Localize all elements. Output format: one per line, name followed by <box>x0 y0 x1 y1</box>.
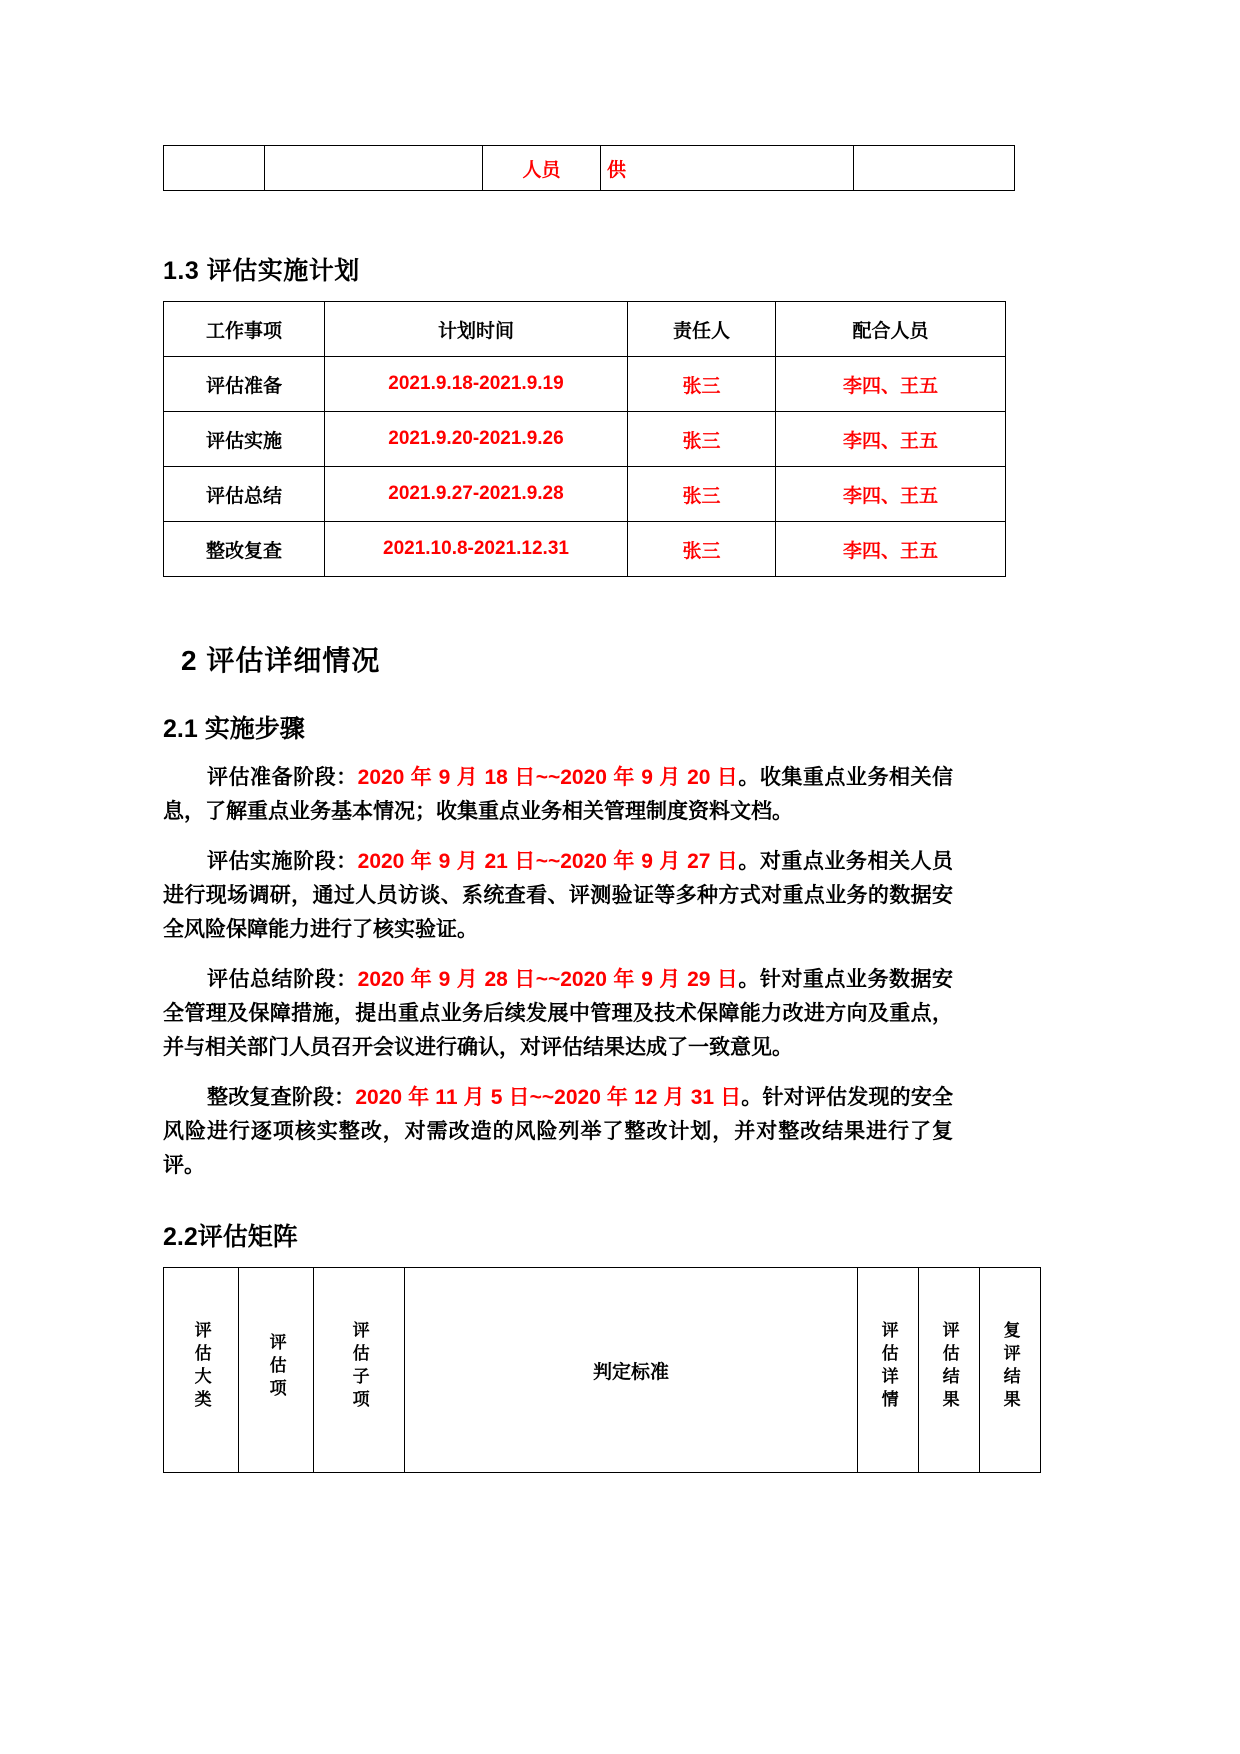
th-owner: 责任人 <box>628 302 776 357</box>
cell-empty-1 <box>164 146 265 191</box>
th-eval-category: 评估大类 <box>164 1268 239 1473</box>
paragraph-lead: 评估准备阶段： <box>207 766 358 789</box>
heading-2-1: 2.1 实施步骤 <box>163 715 305 743</box>
heading-2: 2 评估详细情况 <box>181 645 381 676</box>
paragraph-implementation <box>163 845 953 947</box>
cell-owner: 张三 <box>628 412 776 467</box>
th-eval-result: 评估结果 <box>919 1268 980 1473</box>
cell-owner: 张三 <box>628 467 776 522</box>
paragraph-date: 2020 年 11 月 5 日~~2020 年 12 月 31 日 <box>355 1086 742 1110</box>
paragraph-summary <box>163 963 953 1065</box>
table-header-row <box>164 302 1006 357</box>
cell-support-personnel: 李四、王五 <box>776 412 1006 467</box>
th-eval-subitem: 评估子项 <box>314 1268 405 1473</box>
cell-supply: 供 <box>601 146 854 191</box>
table-row <box>164 412 1006 467</box>
th-eval-detail: 评估详情 <box>858 1268 919 1473</box>
table-row <box>164 467 1006 522</box>
cell-support-personnel: 李四、王五 <box>776 522 1006 577</box>
cell-personnel: 人员 <box>483 146 601 191</box>
th-work-item: 工作事项 <box>164 302 325 357</box>
paragraph-date: 2020 年 9 月 18 日~~2020 年 9 月 20 日 <box>357 766 739 789</box>
paragraph-preparation <box>163 761 953 829</box>
top-partial-table <box>163 145 1015 191</box>
cell-work-item: 评估准备 <box>164 357 325 412</box>
cell-work-item: 评估总结 <box>164 467 325 522</box>
paragraph-lead: 整改复查阶段： <box>207 1086 356 1110</box>
paragraph-lead: 评估总结阶段： <box>207 968 358 992</box>
table-row <box>164 357 1006 412</box>
paragraph-body: 。针对评估发现的安全风险进行逐项核实整改，对需改造的风险列举了整改计划，并对整改结果进行了复评。 <box>163 1086 954 1178</box>
table-row <box>164 522 1006 577</box>
cell-owner: 张三 <box>628 522 776 577</box>
cell-support-personnel: 李四、王五 <box>776 357 1006 412</box>
cell-work-item: 整改复查 <box>164 522 325 577</box>
th-criteria: 判定标准 <box>405 1268 858 1473</box>
plan-table <box>163 301 1006 577</box>
heading-1-3: 1.3 评估实施计划 <box>163 257 360 285</box>
th-eval-item: 评估项 <box>239 1268 314 1473</box>
th-review-result: 复评结果 <box>980 1268 1041 1473</box>
paragraph-rectification <box>163 1081 953 1183</box>
cell-plan-time: 2021.10.8-2021.12.31 <box>325 522 628 577</box>
cell-support-personnel: 李四、王五 <box>776 467 1006 522</box>
evaluation-matrix-table <box>163 1267 1041 1473</box>
th-plan-time: 计划时间 <box>325 302 628 357</box>
paragraph-body: 。对重点业务相关人员进行现场调研，通过人员访谈、系统查看、评测验证等多种方式对重点业务的数据安全风险保障能力进行了核实验证。 <box>163 850 953 942</box>
cell-empty-3 <box>854 146 1015 191</box>
paragraph-date: 2020 年 9 月 28 日~~2020 年 9 月 29 日 <box>357 968 739 992</box>
paragraph-date: 2020 年 9 月 21 日~~2020 年 9 月 27 日 <box>357 850 739 874</box>
cell-owner: 张三 <box>628 357 776 412</box>
cell-work-item: 评估实施 <box>164 412 325 467</box>
cell-plan-time: 2021.9.27-2021.9.28 <box>325 467 628 522</box>
paragraph-body: 。收集重点业务相关信息，了解重点业务基本情况；收集重点业务相关管理制度资料文档。 <box>163 766 953 824</box>
cell-plan-time: 2021.9.18-2021.9.19 <box>325 357 628 412</box>
table-row <box>164 146 1015 191</box>
cell-empty-2 <box>265 146 483 191</box>
heading-2-2: 2.2评估矩阵 <box>163 1223 298 1252</box>
cell-plan-time: 2021.9.20-2021.9.26 <box>325 412 628 467</box>
document-content <box>163 145 1020 1473</box>
table-header-row <box>164 1268 1041 1473</box>
paragraph-body: 。针对重点业务数据安全管理及保障措施，提出重点业务后续发展中管理及技术保障能力改进方向及重点，并与相关部门人员召开会议进行确认，对评估结果达成了一致意见。 <box>163 968 953 1060</box>
th-support-personnel: 配合人员 <box>776 302 1006 357</box>
paragraph-lead: 评估实施阶段： <box>207 850 358 874</box>
